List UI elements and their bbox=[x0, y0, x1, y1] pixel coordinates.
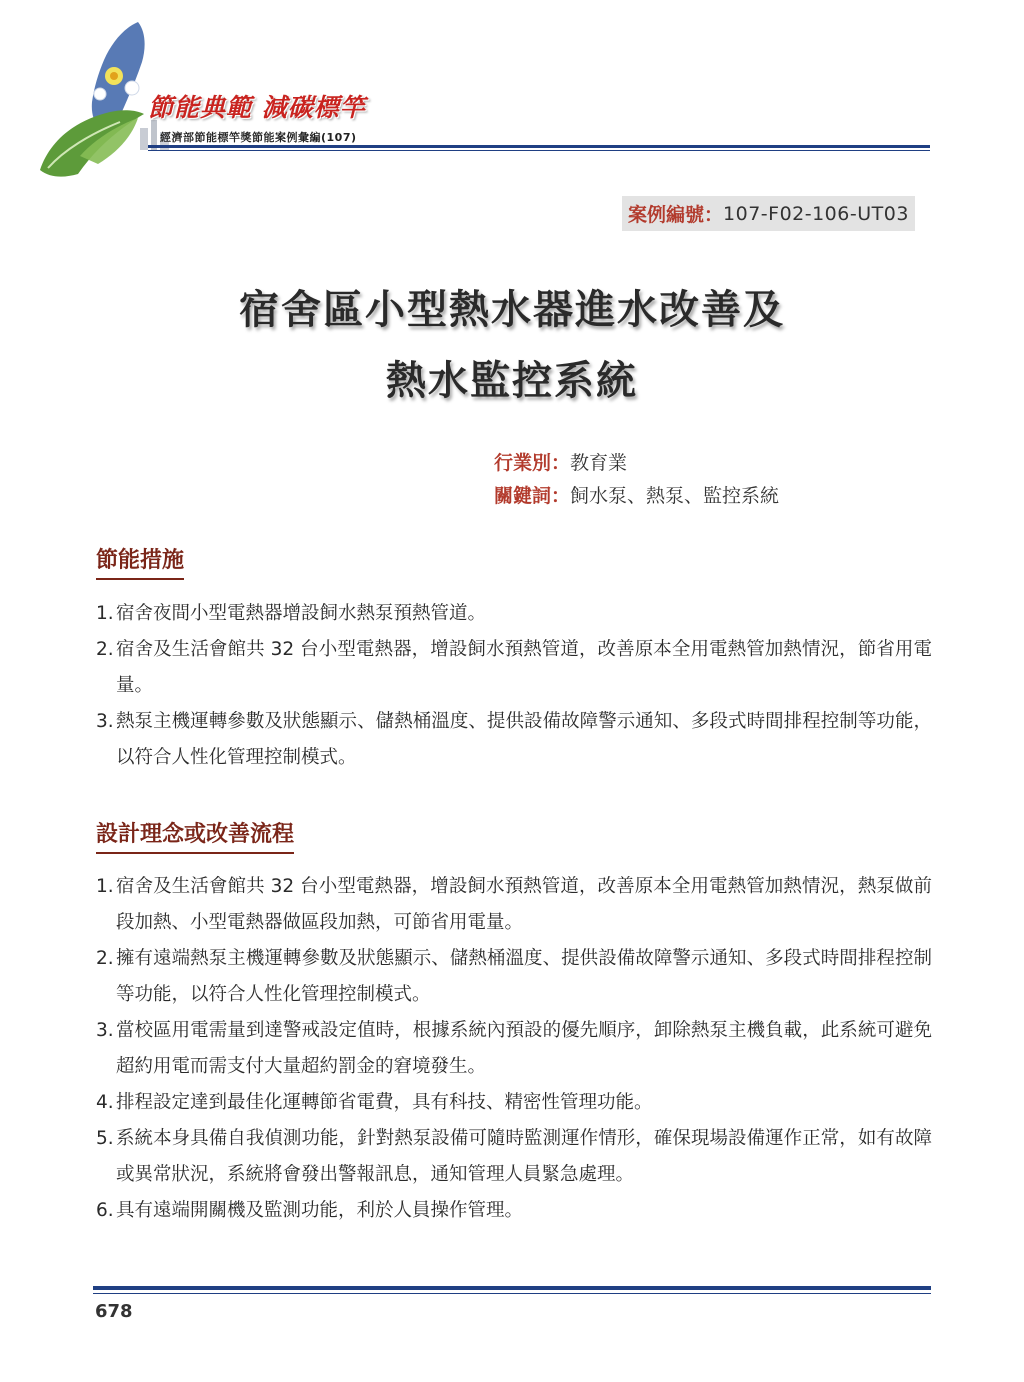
section-heading-measures: 節能措施 bbox=[96, 543, 184, 580]
page-title-line-2: 熱水監控系統 bbox=[386, 358, 638, 404]
list-item bbox=[96, 632, 932, 704]
series-title: 節能典範 減碳標竿 bbox=[148, 93, 366, 122]
list-item-text: 宿舍及生活會館共 32 台小型電熱器，增設飼水預熱管道，改善原本全用電熱管加熱情況，節省用電量。 bbox=[116, 639, 932, 696]
list-item bbox=[96, 704, 932, 776]
keywords-label: 關鍵詞： bbox=[494, 485, 571, 507]
measures-list bbox=[96, 596, 932, 776]
design-list bbox=[96, 869, 932, 1229]
list-item-number: 3. bbox=[96, 1020, 114, 1041]
case-number-label: 案例編號： bbox=[628, 204, 724, 226]
list-item bbox=[96, 941, 932, 1013]
header-rule-thin bbox=[148, 150, 930, 151]
list-item-number: 2. bbox=[96, 639, 114, 660]
page-number: 678 bbox=[95, 1301, 133, 1322]
list-item-number: 5. bbox=[96, 1128, 114, 1149]
list-item bbox=[96, 1121, 932, 1193]
keywords-row bbox=[494, 481, 779, 508]
list-item-number: 1. bbox=[96, 603, 114, 624]
list-item-text: 具有遠端開關機及監測功能，利於人員操作管理。 bbox=[116, 1200, 524, 1221]
list-item bbox=[96, 1085, 932, 1121]
list-item bbox=[96, 869, 932, 941]
list-item-text: 熱泵主機運轉參數及狀態顯示、儲熱桶溫度、提供設備故障警示通知、多段式時間排程控制等功能，以符合人性化管理控制模式。 bbox=[116, 711, 932, 768]
list-item-text: 系統本身具備自我偵測功能，針對熱泵設備可隨時監測運作情形，確保現場設備運作正常，如有故障或異常狀況，系統將會發出警報訊息，通知管理人員緊急處理。 bbox=[116, 1128, 932, 1185]
list-item-text: 當校區用電需量到達警戒設定值時，根據系統內預設的優先順序，卸除熱泵主機負載，此系統可避免超約用電而需支付大量超約罰金的窘境發生。 bbox=[116, 1020, 932, 1077]
leaf-icon bbox=[40, 110, 144, 176]
list-item-number: 1. bbox=[96, 876, 114, 897]
list-item bbox=[96, 596, 932, 632]
list-item-number: 4. bbox=[96, 1092, 114, 1113]
industry-value: 教育業 bbox=[570, 452, 628, 474]
list-item-text: 擁有遠端熱泵主機運轉參數及狀態顯示、儲熱桶溫度、提供設備故障警示通知、多段式時間排程控制等功能，以符合人性化管理控制模式。 bbox=[116, 948, 932, 1005]
header-rule-thick bbox=[148, 145, 930, 148]
list-item-number: 6. bbox=[96, 1200, 114, 1221]
case-number-value: 107-F02-106-UT03 bbox=[723, 202, 909, 225]
keywords-value: 飼水泵、熱泵、監控系統 bbox=[570, 485, 780, 507]
footer-rule-thin bbox=[93, 1293, 931, 1294]
footer-rule-thick bbox=[93, 1286, 931, 1290]
list-item-text: 排程設定達到最佳化運轉節省電費，具有科技、精密性管理功能。 bbox=[116, 1092, 653, 1113]
list-item-text: 宿舍夜間小型電熱器增設飼水熱泵預熱管道。 bbox=[116, 603, 487, 624]
section-heading-design: 設計理念或改善流程 bbox=[96, 817, 294, 854]
case-number-badge bbox=[622, 196, 915, 231]
list-item bbox=[96, 1013, 932, 1085]
industry-label: 行業別： bbox=[494, 452, 571, 474]
industry-row bbox=[494, 448, 627, 475]
list-item bbox=[96, 1193, 932, 1229]
list-item-number: 3. bbox=[96, 711, 114, 732]
series-subtitle: 經濟部節能標竿獎節能案例彙編(107) bbox=[160, 131, 357, 144]
list-item-text: 宿舍及生活會館共 32 台小型電熱器，增設飼水預熱管道，改善原本全用電熱管加熱情況，熱泵做前段加熱、小型電熱器做區段加熱，可節省用電量。 bbox=[116, 876, 932, 933]
page-title-line-1: 宿舍區小型熱水器進水改善及 bbox=[239, 287, 785, 333]
list-item-number: 2. bbox=[96, 948, 114, 969]
